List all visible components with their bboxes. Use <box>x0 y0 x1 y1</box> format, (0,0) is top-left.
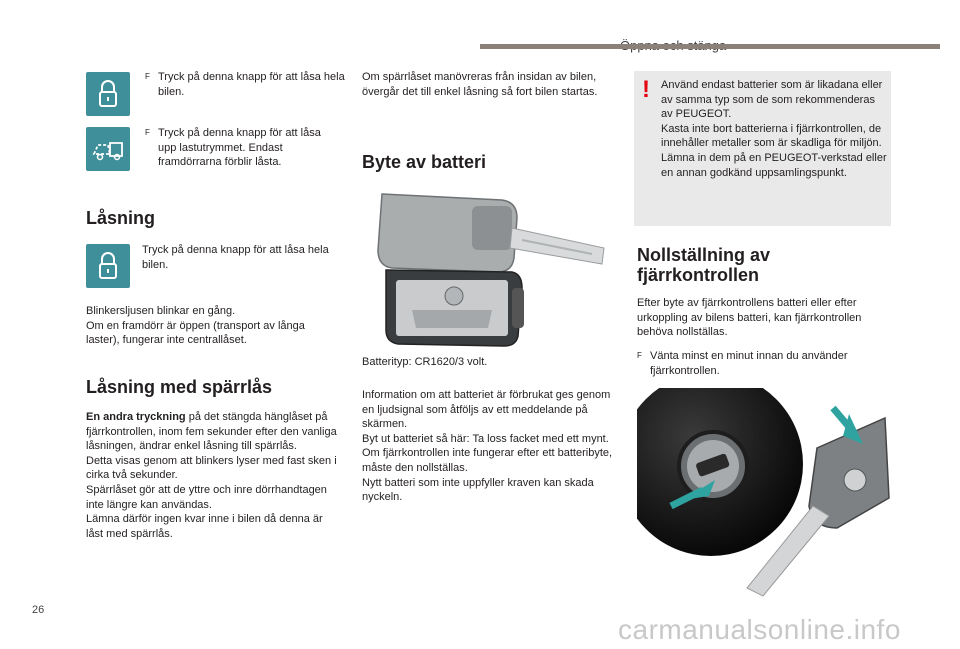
paragraph <box>86 410 341 541</box>
section-heading: Byte av batteri <box>362 152 487 172</box>
paragraph-line: Blinkersljusen blinkar en gång. <box>86 305 236 317</box>
paragraph-line: Lämna därför ingen kvar inne i bilen då denna är låst med spärrlås. <box>86 513 323 540</box>
bullet-marker: F <box>637 351 642 360</box>
paragraph-line: Om fjärrkontrollen inte fungerar efter ett batteribyte, måste den nollställas. <box>362 447 613 474</box>
list-item-text: Tryck på denna knapp för att låsa hela bilen. <box>158 71 345 98</box>
warning-line: Använd endast batterier som är likadana eller av samma typ som de som rekommenderas av PEUGEOT. <box>661 79 883 121</box>
paragraph-line: Nytt batteri som inte uppfyller kraven kan skada nyckeln. <box>362 476 594 504</box>
section-heading: Låsning <box>86 208 156 228</box>
paragraph <box>86 304 336 348</box>
list-item-text: Vänta minst en minut innan du använder fjärrkontrollen. <box>650 350 848 377</box>
paragraph-text: på det stängda hänglåset på fjärrkontrollen, inom fem sekunder efter den vanliga låsningen, ändrar enkel låsning till spärrlås. <box>86 411 337 453</box>
warning-icon: ! <box>642 76 650 103</box>
key-fob-battery-image <box>372 188 612 348</box>
paragraph: Efter byte av fjärrkontrollens batteri eller efter urkoppling av bilens batteri, kan fjärrkontrollen behöva nollställas. <box>637 297 862 339</box>
ignition-key-image <box>637 388 893 598</box>
warning-text <box>661 78 889 180</box>
bold-lead: En andra tryckning <box>86 411 186 423</box>
bullet-marker: F <box>145 128 150 137</box>
battery-type: Batterityp: CR1620/3 volt. <box>362 356 488 368</box>
page-number: 26 <box>32 604 45 616</box>
list-item <box>145 70 345 99</box>
van-unlock-icon <box>86 127 130 171</box>
header-bar <box>480 44 940 49</box>
paragraph <box>362 388 620 505</box>
watermark-brand: carmanualsonline.info <box>618 614 901 645</box>
warning-line: Kasta inte bort batterierna i fjärrkontrollen, de innehåller metaller som är skadliga för miljön. <box>661 122 882 150</box>
bullet-marker: F <box>145 72 150 81</box>
section-heading: Låsning med spärrlås <box>86 377 273 397</box>
list-item <box>637 349 892 378</box>
paragraph: Tryck på denna knapp för att låsa hela bilen. <box>142 244 329 271</box>
paragraph-line: Information om att batteriet är förbrukat ges genom en ljudsignal som åtföljs av ett meddelande på skärmen. <box>362 389 611 431</box>
list-item-text: Tryck på denna knapp för att låsa upp lastutrymmet. Endast framdörrarna förblir låsta. <box>158 127 321 169</box>
paragraph: Om spärrlåset manövreras från insidan av bilen, övergår det till enkel låsning så fort bilen startas. <box>362 71 598 98</box>
paragraph-line: Om en framdörr är öppen (transport av långa laster), fungerar inte centrallåset. <box>86 319 305 347</box>
section-heading: Nollställning av fjärrkontrollen <box>637 245 771 285</box>
padlock-closed-icon <box>86 72 130 116</box>
paragraph-line: Spärrlåset gör att de yttre och inre dörrhandtagen inte längre kan användas. <box>86 483 327 511</box>
paragraph-line: Detta visas genom att blinkers lyser med fast sken i cirka två sekunder. <box>86 454 337 482</box>
padlock-closed-icon <box>86 244 130 288</box>
list-item <box>145 126 335 170</box>
warning-line: Lämna in dem på en PEUGEOT-verkstad eller en annan godkänd uppsamlingspunkt. <box>661 151 887 179</box>
paragraph-line: Byt ut batteriet så här: Ta loss facket med ett mynt. <box>362 432 609 445</box>
